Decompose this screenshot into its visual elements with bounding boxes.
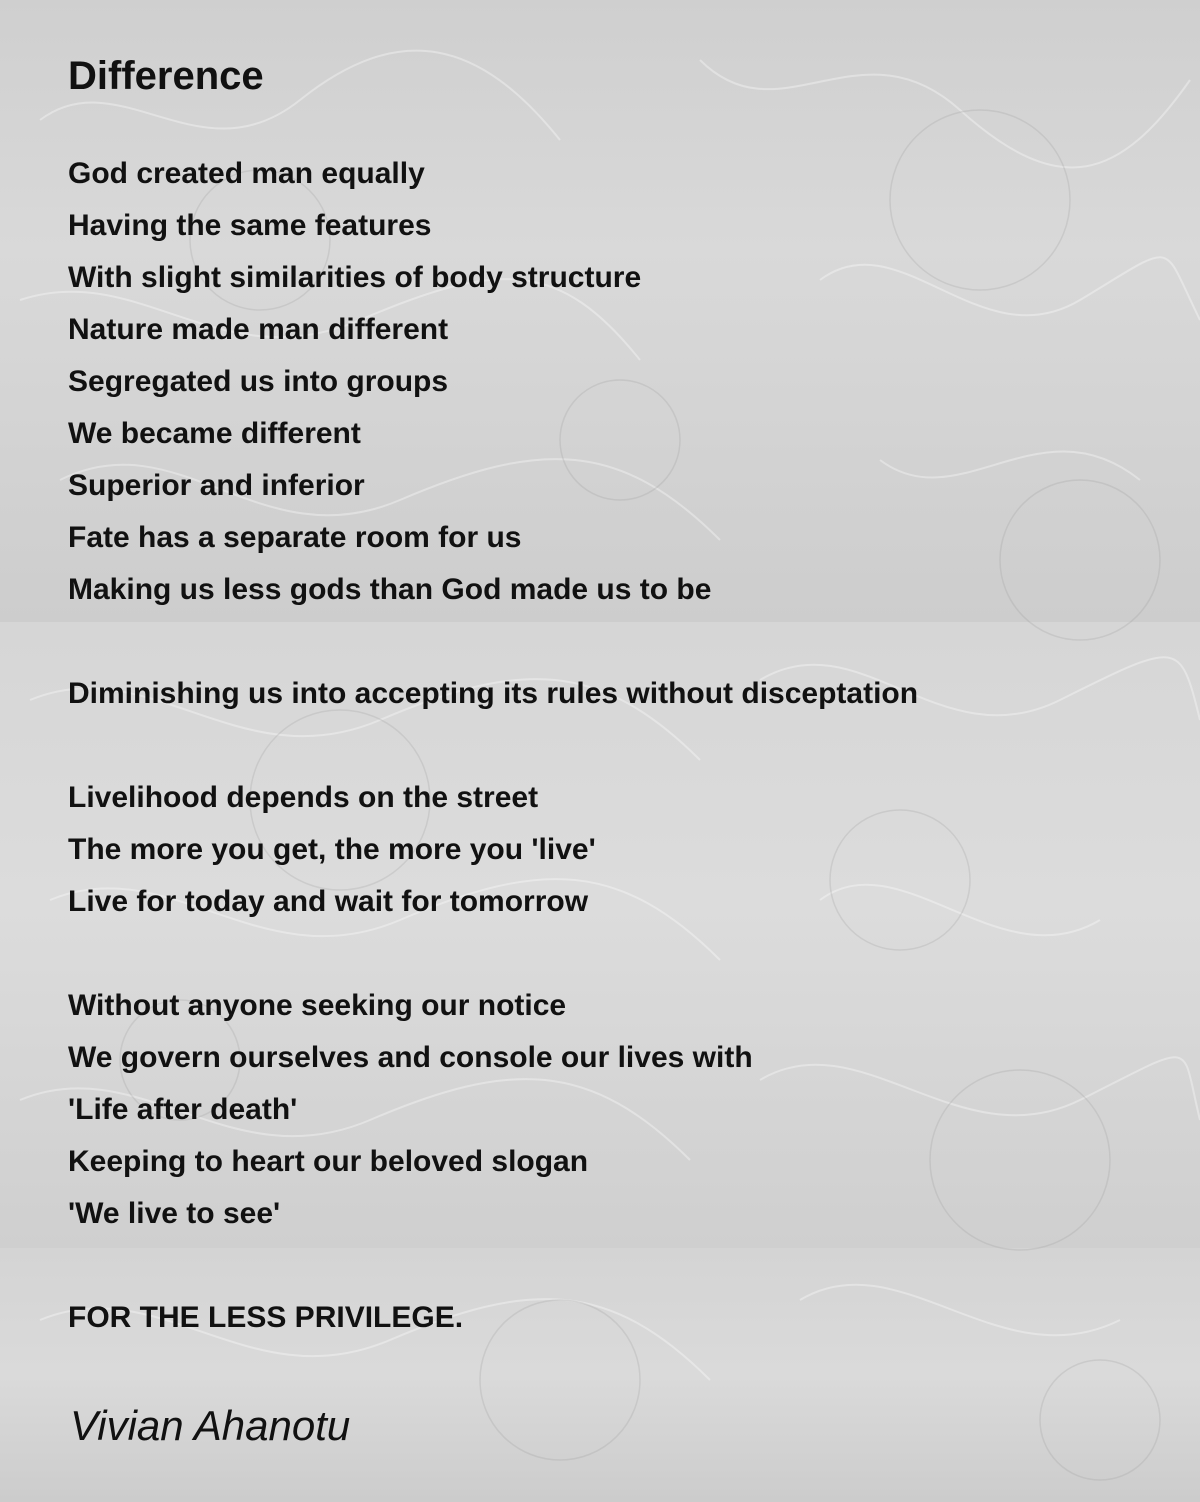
- poem-line: Without anyone seeking our notice: [68, 989, 567, 1022]
- poem-line: Having the same features: [68, 209, 432, 242]
- poem-title: Difference: [68, 54, 264, 98]
- poem-line: The more you get, the more you 'live': [68, 833, 596, 866]
- poem-line: Keeping to heart our beloved slogan: [68, 1145, 589, 1178]
- poem-dedication: FOR THE LESS PRIVILEGE.: [68, 1301, 464, 1334]
- poem-line: 'Life after death': [68, 1093, 298, 1126]
- poem-line: We govern ourselves and console our lives with: [68, 1041, 753, 1074]
- poem-line: Superior and inferior: [68, 469, 365, 502]
- poem-line: Live for today and wait for tomorrow: [68, 885, 589, 918]
- poem-author: Vivian Ahanotu: [70, 1402, 351, 1449]
- poem-body: [68, 156, 918, 1352]
- poem-line: With slight similarities of body structure: [68, 261, 642, 294]
- stanza-break: [68, 936, 918, 988]
- stanza-break: [68, 1248, 918, 1300]
- poem-line: Diminishing us into accepting its rules without disceptation: [68, 677, 919, 710]
- poem-line: Nature made man different: [68, 313, 449, 346]
- poem-line: Livelihood depends on the street: [68, 781, 539, 814]
- poem-line: Fate has a separate room for us: [68, 521, 522, 554]
- poem-line: Making us less gods than God made us to be: [68, 573, 712, 606]
- stanza-break: [68, 728, 918, 780]
- poem-line: 'We live to see': [68, 1197, 281, 1230]
- poem-line: Segregated us into groups: [68, 365, 449, 398]
- poem-line: We became different: [68, 417, 361, 450]
- stanza-break: [68, 624, 918, 676]
- poem-line: God created man equally: [68, 157, 425, 190]
